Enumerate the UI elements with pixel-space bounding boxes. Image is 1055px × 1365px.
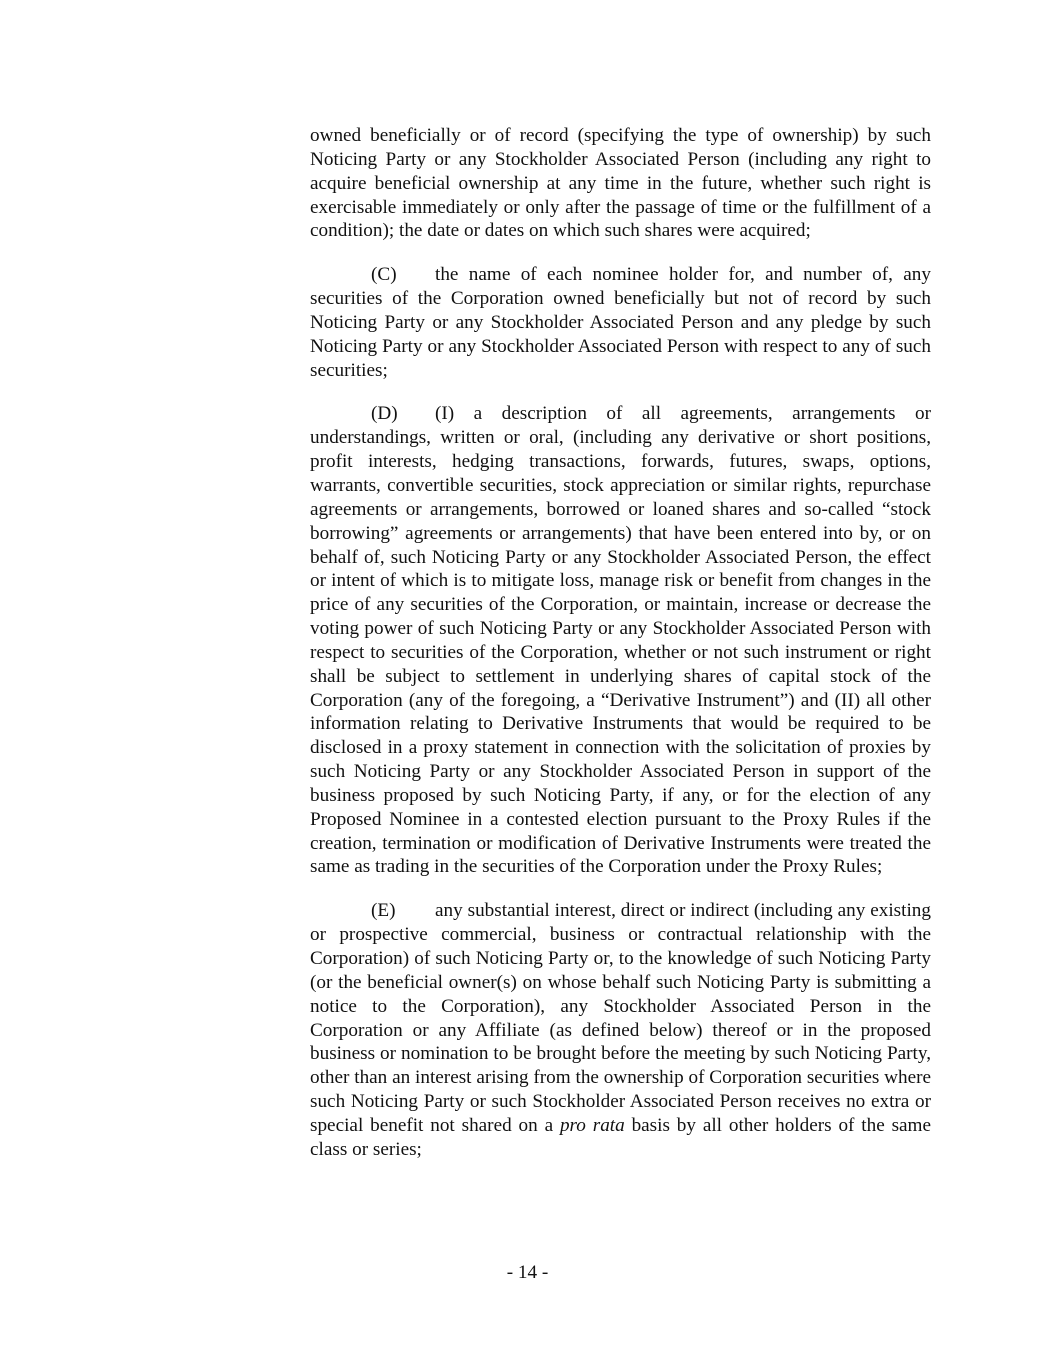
italic-term: pro rata [559,1114,625,1136]
paragraph-e [310,899,931,1161]
paragraph-continuation [310,124,931,243]
paragraph-text: the name of each nominee holder for, and number of, any securities of the Corporation owned beneficially but not of record by such Noticing Party or any Stockholder Associated Person and any pledge by such Noticing Party or any Stockholder Associated Person with respect to any of such securities; [310,264,931,381]
paragraph-text: (I) a description of all agreements, arrangements or understandings, written or oral, (including any derivative or short positions, profit interests, hedging transactions, forwards, futures, swaps, options, warrants, convertible securities, stock appreciation or similar rights, repurchase agreements or arrangements, borrowed or loaned shares and so-called “stock borrowing” agreements or arrangements) that have been entered into by, or on behalf of, such Noticing Party or any Stockholder Associated Person, the effect or intent of which is to mitigate loss, manage risk or benefit from changes in the price of any securities of the Corporation, or maintain, increase or decrease the voting power of such Noticing Party or any Stockholder Associated Person with respect to securities of the Corporation, whether or not such instrument or right shall be subject to settlement in underlying shares of capital stock of the Corporation (any of the foregoing, a “Derivative Instrument”) and (II) all other information relating to Derivative Instruments that would be required to be disclosed in a proxy statement in connection with the solicitation of proxies by such Noticing Party or any Stockholder Associated Person in support of the business proposed by such Noticing Party, if any, or for the election of any Proposed Nominee in a contested election pursuant to the Proxy Rules if the creation, termination or modification of Derivative Instruments were treated the same as trading in the securities of the Corporation under the Proxy Rules; [310,403,931,878]
paragraph-text: any substantial interest, direct or indirect (including any existing or prospective commercial, business or contractual relationship with the Corporation) of such Noticing Party or, to the knowledge of such Noticing Party (or the beneficial owner(s) on whose behalf such Noticing Party is submitting a notice to the Corporation), any Stockholder Associated Person in the Corporation or any Affiliate (as defined below) thereof or in the proposed business or nomination to be brought before the meeting by such Noticing Party, other than an interest arising from the ownership of Corporation securities where such Noticing Party or such Stockholder Associated Person receives no extra or special benefit not shared on a [310,900,931,1136]
paragraph-c [310,263,931,382]
page-number: - 14 - [506,1262,549,1283]
paragraph-marker: (E) [371,900,396,922]
paragraph-text: owned beneficially or of record (specifying the type of ownership) by such Noticing Party or any Stockholder Associated Person (including any right to acquire beneficial ownership at any time in the future, whether such right is exercisable immediately or only after the passage of time or the fulfillment of a condition); the date or dates on which such shares were acquired; [310,125,931,242]
body-text [310,124,931,1182]
paragraph-d [310,402,931,879]
paragraph-marker: (C) [371,264,397,286]
paragraph-marker: (D) [371,403,398,425]
paragraph-text-end: basis by all other holders of the same class or series; [310,1114,932,1160]
